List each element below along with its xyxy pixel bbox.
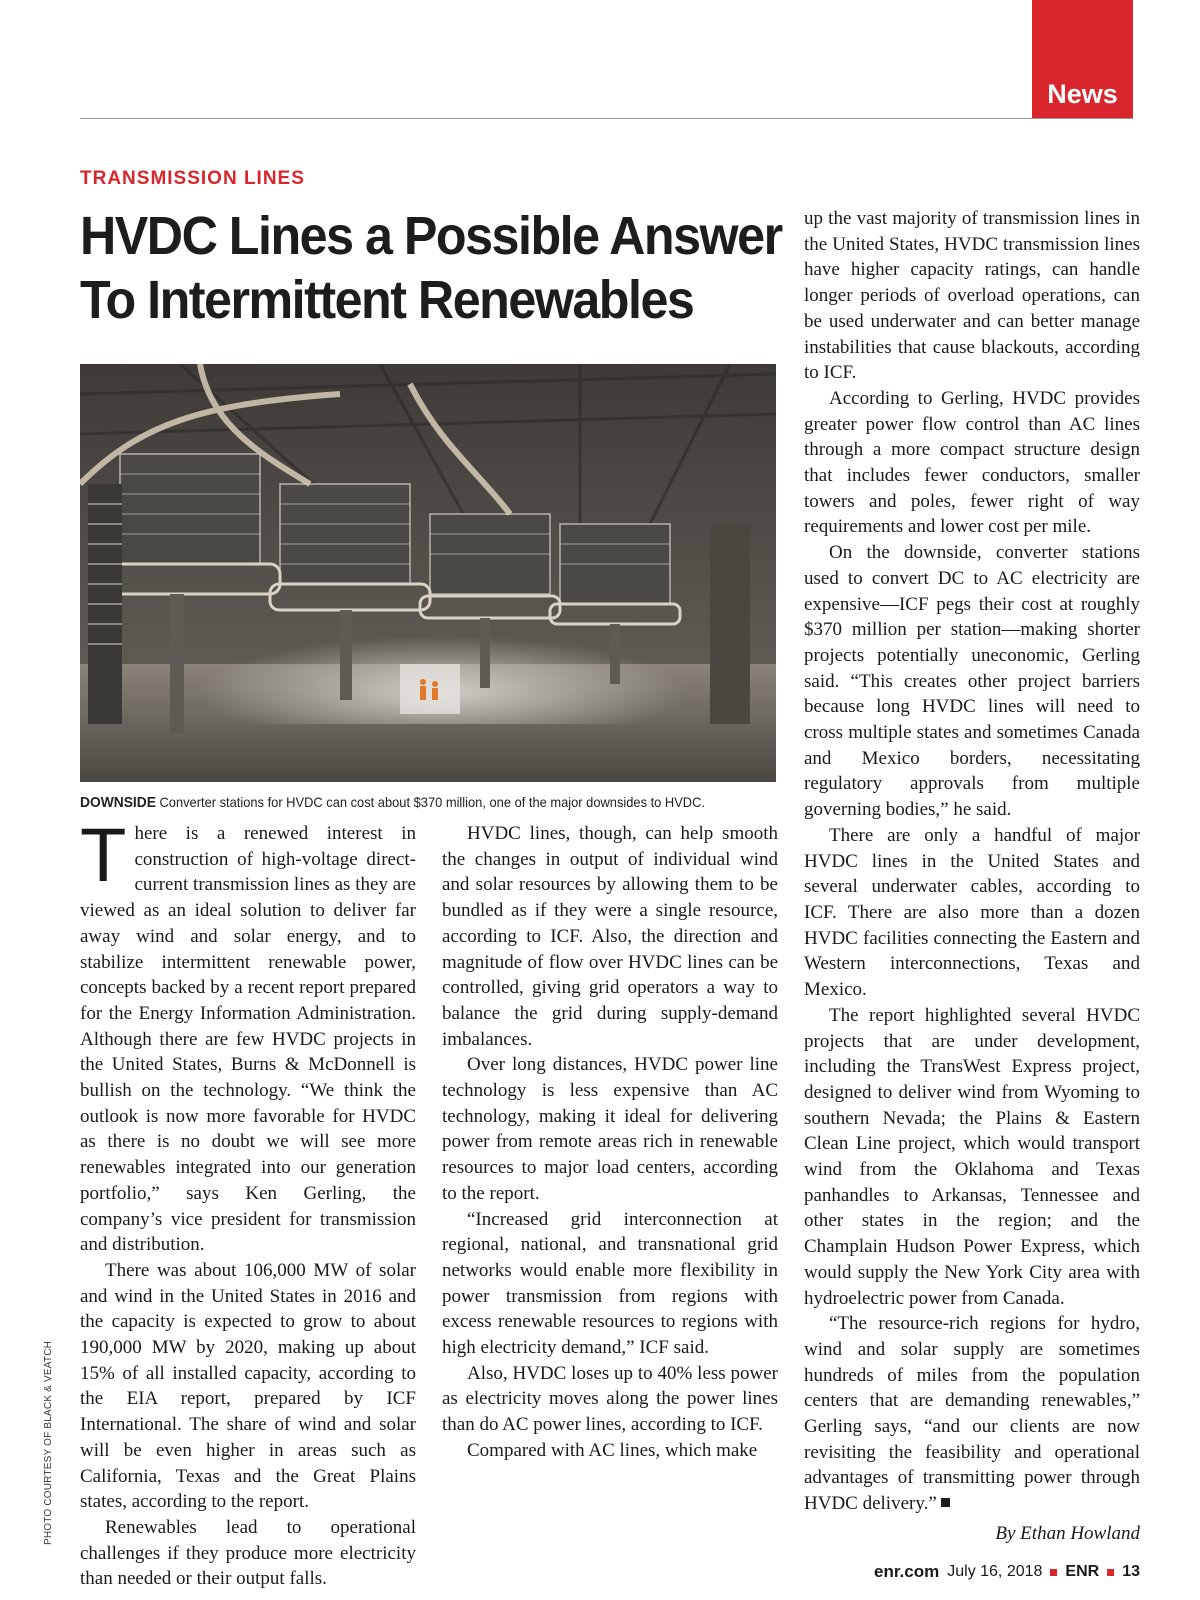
- section-kicker: TRANSMISSION LINES: [80, 168, 305, 189]
- footer-magazine: ENR: [1065, 1563, 1100, 1580]
- article-paragraph: HVDC lines, though, can help smooth the changes in output of individual wind and solar resources by allowing them to be bundled as if they were a single resource, according to ICF. Also, the direction and magnitude of flow over HVDC lines can be controlled, giving grid operators a way to balance the grid during supply-demand imbalances.: [442, 823, 778, 1050]
- headline-line-2: To Intermittent Renewables: [80, 270, 694, 330]
- article-paragraph: There is a renewed interest in construction of high-voltage direct-current transmission lines as they are viewed as an ideal solution to deliver far away wind and solar energy, and to stabilize intermittent renewable power, concepts backed by a recent report prepared for the Energy Information Administration. Although there are few HVDC projects in the United States, Burns & McDonnell is bullish on the technology. “We think the outlook is now more favorable for HVDC as there is no doubt we will see more renewables integrated into our generation portfolio,” says Ken Gerling, the company’s vice president for transmission and distribution.: [80, 813, 416, 1256]
- article-paragraph: There was about 106,000 MW of solar and wind in the United States in 2016 and the capacity is expected to grow to about 190,000 MW by 2020, making up about 15% of all installed capacity, according to the EIA report, prepared by ICF International. The share of wind and solar will be even higher in areas such as California, Texas and the Great Plains states, according to the report.: [80, 1259, 416, 1513]
- article-paragraph: up the vast majority of transmission lines in the United States, HVDC transmission lines have higher capacity ratings, can handle longer periods of overload operations, can be used underwater and can better manage instabilities that cause blackouts, according to ICF.: [804, 208, 1140, 384]
- byline: By Ethan Howland: [995, 1522, 1140, 1544]
- article-paragraph: Over long distances, HVDC power line technology is less expensive than AC technology, making it ideal for delivering power from remote areas rich in renewable resources to major load centers, according to the report.: [442, 1054, 778, 1204]
- page-footer: [874, 1562, 1140, 1582]
- article-paragraph: According to Gerling, HVDC provides greater power flow control than AC lines through a more compact structure design that includes fewer conductors, smaller towers and poles, fewer right of way requirements and lower cost per mile.: [804, 387, 1140, 538]
- footer-site[interactable]: enr.com: [874, 1562, 940, 1581]
- article-paragraph: Renewables lead to operational challenges if they produce more electricity than needed or their output falls.: [80, 1516, 416, 1590]
- footer-date: July 16, 2018: [947, 1563, 1043, 1580]
- article-paragraph: “Increased grid interconnection at regional, national, and transnational grid networks would enable more flexibility in power transmission from regions with excess renewable resources to regions with high electricity demand,” ICF said.: [442, 1208, 778, 1359]
- photo-credit: PHOTO COURTESY OF BLACK & VEATCH: [43, 1340, 54, 1545]
- top-divider: [80, 118, 1133, 119]
- article-column-1: [80, 813, 416, 1592]
- separator-square-icon: [1050, 1569, 1057, 1576]
- caption-lead: DOWNSIDE: [80, 794, 156, 811]
- drop-cap: T: [80, 813, 127, 898]
- end-mark-icon: [941, 1498, 950, 1507]
- article-paragraph: The report highlighted several HVDC projects that are under development, including the TransWest Express project, designed to deliver wind from Wyoming to southern Nevada; the Plains & Eastern Clean Line project, which would transport wind from the Oklahoma and Texas panhandles to Arkansas, Tennessee and other states in the region; and the Champlain Hudson Power Express, which would supply the New York City area with hydroelectric power from Canada.: [804, 1004, 1140, 1309]
- headline: [80, 204, 782, 332]
- converter-station-photo: [80, 364, 776, 782]
- article-paragraph: Compared with AC lines, which make: [467, 1439, 758, 1461]
- caption-text: Converter stations for HVDC can cost about $370 million, one of the major downsides to HVDC.: [155, 794, 705, 810]
- article-column-3: [804, 206, 1140, 1547]
- section-tab-news: News: [1032, 0, 1133, 118]
- separator-square-icon: [1107, 1569, 1114, 1576]
- article-paragraph: Also, HVDC loses up to 40% less power as electricity moves along the power lines than do AC power lines, according to ICF.: [442, 1362, 778, 1436]
- article-paragraph: On the downside, converter stations used to convert DC to AC electricity are expensive—ICF pegs their cost at roughly $370 million per station—making shorter projects potentially uneconomic, Gerling said. “This creates other project barriers because long HVDC lines will need to cross multiple states and sometimes Canada and Mexico borders, necessitating regulatory approvals from multiple governing bodies,” he said.: [804, 542, 1140, 821]
- photo-caption: [80, 794, 724, 811]
- article-paragraph: “The resource-rich regions for hydro, wind and solar supply are sometimes hundreds of miles from the population centers that are demanding renewables,” Gerling says, “and our clients are now revisiting the feasibility and operational advantages of transmitting power through HVDC delivery.”: [804, 1313, 1140, 1515]
- headline-line-1: HVDC Lines a Possible Answer: [80, 206, 782, 266]
- article-paragraph: There are only a handful of major HVDC lines in the United States and several underwater cables, according to ICF. There are also more than a dozen HVDC facilities connecting the Eastern and Western interconnections, Texas and Mexico.: [804, 824, 1140, 1001]
- page-number: 13: [1122, 1563, 1140, 1580]
- article-column-2: [442, 821, 778, 1464]
